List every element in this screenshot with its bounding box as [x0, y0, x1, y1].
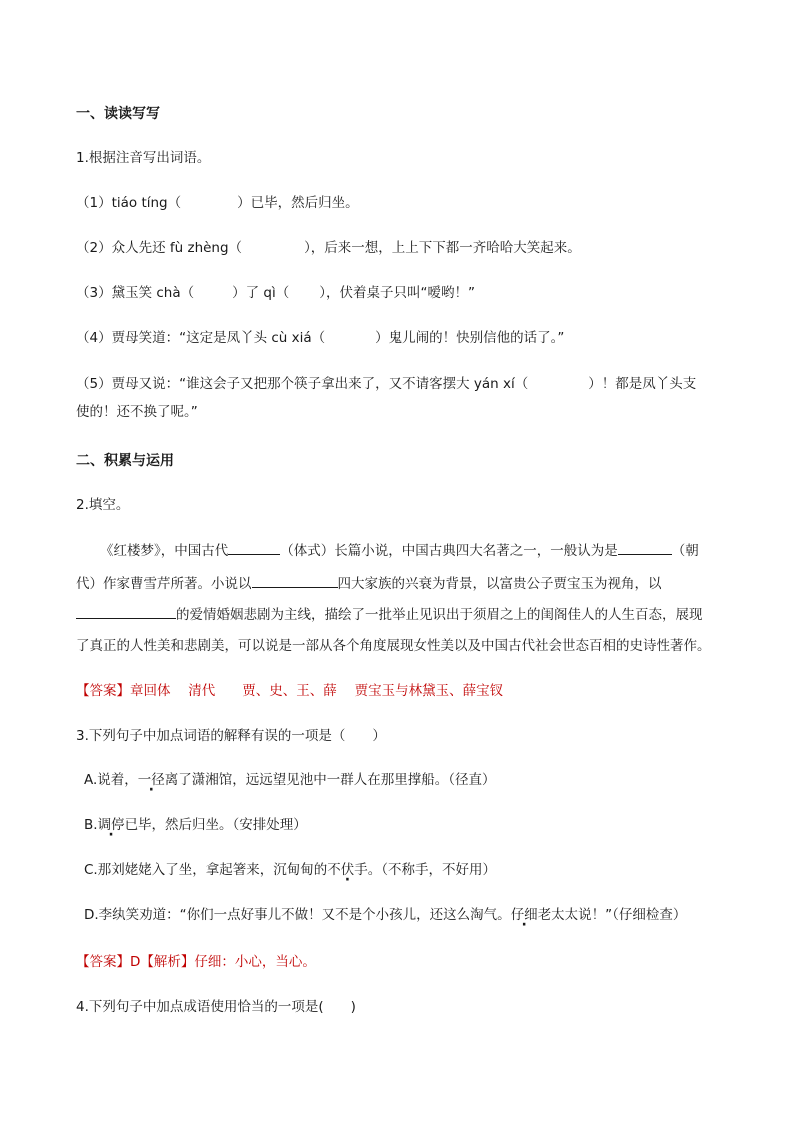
question4-stem: 4.下列句子中加点成语使用恰当的一项是( ) — [76, 999, 356, 1015]
question1-stem: 1.根据注音写出词语。 — [76, 150, 211, 166]
dotted-word: 一径 — [137, 772, 165, 788]
fill-blank — [228, 540, 280, 555]
fill-blank — [618, 540, 672, 555]
question3-stem: 3.下列句子中加点词语的解释有误的一项是（ ） — [76, 728, 386, 744]
question2-stem: 2.填空。 — [76, 497, 130, 513]
q2-para-line2: 代）作家曹雪芹所著。小说以 四大家族的兴衰为背景，以富贵公子贾宝玉为视角，以 — [76, 573, 662, 594]
q3-option-c: C.那刘姥姥入了坐，拿起箸来，沉甸甸的不伏手。（不称手，不好用） — [84, 862, 496, 878]
dotted-word: 仔细 — [510, 907, 538, 923]
q2-para-line4: 了真正的人性美和悲剧美，可以说是一部从各个角度展现女性美以及中国古代社会世态百相的史诗性著作。 — [76, 638, 711, 654]
section2-heading: 二、积累与运用 — [76, 453, 174, 469]
dotted-word: 调停 — [97, 817, 125, 833]
fill-blank — [252, 573, 338, 588]
q1-item-4: （4）贾母笑道：“这定是凤丫头 cù xiá（ ）鬼儿闹的！快别信他的话了。” — [76, 330, 565, 346]
answer-2: 【答案】章回体 清代 贾、史、王、薛 贾宝玉与林黛玉、薛宝钗 — [76, 683, 504, 699]
dotted-word: 不伏手 — [327, 862, 368, 878]
q3-option-a: A.说着，一径离了潇湘馆，远远望见池中一群人在那里撑船。（径直） — [84, 772, 496, 788]
q1-item-1: （1）tiáo tíng（ ）已毕，然后归坐。 — [76, 195, 359, 211]
q3-option-d: D.李纨笑劝道：“你们一点好事儿不做！又不是个小孩儿，还这么淘气。仔细老太太说！”（仔细检查） — [84, 907, 687, 923]
q1-item-5: （5）贾母又说：“谁这会子又把那个筷子拿出来了，又不请客摆大 yán xí（ ）！都是凤丫头支 — [76, 376, 697, 392]
answer-3: 【答案】D【解析】仔细：小心，当心。 — [76, 954, 316, 970]
section1-heading: 一、读读写写 — [76, 106, 160, 122]
q1-item-5-cont: 使的！还不换了呢。” — [76, 404, 198, 420]
q3-option-b: B.调停已毕，然后归坐。（安排处理） — [84, 817, 307, 833]
q2-para-line3: 的爱情婚姻悲剧为主线，描绘了一批举止见识出于须眉之上的闺阁佳人的人生百态，展现 — [76, 604, 703, 625]
q1-item-3: （3）黛玉笑 chà（ ）了 qì（ ），伏着桌子只叫“嗳哟！” — [76, 285, 476, 301]
fill-blank — [76, 604, 176, 619]
q2-para-line1: 《红楼梦》，中国古代 （体式）长篇小说，中国古典四大名著之一，一般认为是 （朝 — [100, 540, 699, 561]
q1-item-2: （2）众人先还 fù zhèng（ ），后来一想，上上下下都一齐哈哈大笑起来。 — [76, 240, 581, 256]
